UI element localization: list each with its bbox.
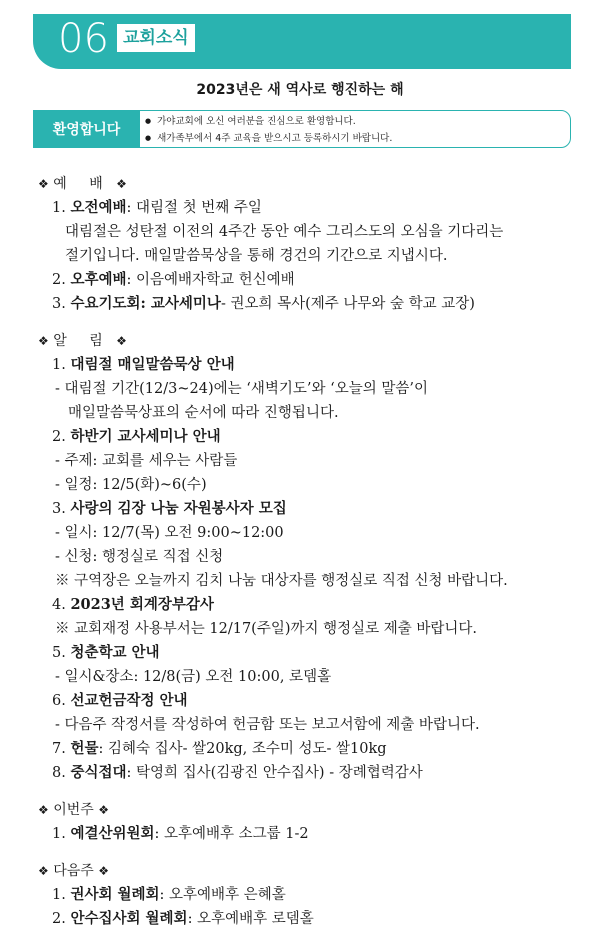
news-item-title: 5. 청춘학교 안내 [52, 644, 160, 661]
welcome-item: ● 가야교회에 오신 여러분을 진심으로 환영합니다. [145, 113, 570, 130]
ornament-icon: ❖ [98, 803, 110, 817]
ornament-icon: ❖ [38, 864, 49, 878]
bulletin-content [38, 172, 578, 928]
ornament-icon: ❖ [116, 177, 127, 191]
news-item-title: 2. 하반기 교사세미나 안내 [52, 428, 221, 445]
ornament-icon: ❖ [116, 334, 127, 348]
news-item-title: 3. 사랑의 김장 나눔 자원봉사자 모집 [52, 500, 287, 517]
news-item: 8. 중식접대: 탁영희 집사(김광진 안수집사) - 장례협력감사 [52, 764, 423, 781]
news-item-title: 1. 대림절 매일말씀묵상 안내 [52, 356, 235, 373]
ornament-icon: ❖ [38, 803, 49, 817]
news-item-line: - 주제: 교회를 세우는 사람들 [55, 453, 238, 469]
news-item: 7. 헌물: 김혜숙 집사- 쌀20kg, 조수미 성도- 쌀10kg [52, 740, 387, 757]
worship-item: 1. 오전예배: 대림절 첫 번째 주일 [52, 199, 262, 216]
news-item-line: - 대림절 기간(12/3~24)에는 ‘새벽기도’와 ‘오늘의 말씀’이 [55, 381, 428, 397]
news-item-line: 매일말씀묵상표의 순서에 따라 진행됩니다. [68, 405, 339, 421]
section-number: 06 [58, 16, 109, 62]
news-item-note: ※ 교회재정 사용부서는 12/17(주일)까지 행정실로 제출 바랍니다. [55, 621, 478, 637]
news-item-line: - 일시&장소: 12/8(금) 오전 10:00, 로뎀홀 [55, 669, 332, 685]
news-item-line: - 일정: 12/5(화)~6(수) [55, 477, 207, 493]
worship-desc-line: 대림절은 성탄절 이전의 4주간 동안 예수 그리스도의 오심을 기다리는 [65, 224, 504, 240]
section-title: 교회소식 [117, 24, 195, 52]
ornament-icon: ❖ [98, 864, 110, 878]
news-heading: ❖ 알 림 ❖ [38, 333, 127, 349]
news-item-line: - 신청: 행정실로 직접 신청 [55, 549, 224, 565]
this-week-heading: ❖ 이번주 ❖ [38, 802, 110, 818]
this-week-item: 1. 예결산위원회: 오후예배후 소그룹 1-2 [52, 825, 309, 842]
news-item-line: - 일시: 12/7(목) 오전 9:00~12:00 [55, 525, 284, 541]
welcome-box [136, 110, 571, 148]
news-item-title: 4. 2023년 회계장부감사 [52, 596, 214, 613]
section-header-bar [33, 14, 571, 69]
news-item-line: - 다음주 작정서를 작성하여 헌금함 또는 보고서함에 제출 바랍니다. [55, 717, 480, 733]
welcome-label: 환영합니다 [33, 110, 140, 148]
worship-item: 3. 수요기도회: 교사세미나- 권오희 목사(제주 나무와 숲 학교 교장) [52, 295, 475, 312]
worship-heading: ❖ 예 배 ❖ [38, 176, 127, 192]
welcome-item: ● 새가족부에서 4주 교육을 받으시고 등록하시기 바랍니다. [145, 130, 570, 147]
next-week-item: 1. 권사회 월례회: 오후예배후 은혜홀 [52, 886, 286, 903]
next-week-heading: ❖ 다음주 ❖ [38, 863, 110, 879]
year-title: 2023년은 새 역사로 행진하는 해 [196, 82, 404, 98]
worship-desc-line: 절기입니다. 매일말씀묵상을 통해 경건의 기간으로 지냅시다. [65, 248, 448, 264]
news-item-title: 6. 선교헌금작정 안내 [52, 692, 188, 709]
ornament-icon: ❖ [38, 334, 49, 348]
news-item-note: ※ 구역장은 오늘까지 김치 나눔 대상자를 행정실로 직접 신청 바랍니다. [55, 573, 508, 589]
ornament-icon: ❖ [38, 177, 49, 191]
worship-item: 2. 오후예배: 이음예배자학교 헌신예배 [52, 271, 295, 288]
next-week-item: 2. 안수집사회 월례회: 오후예배후 로뎀홀 [52, 910, 314, 927]
